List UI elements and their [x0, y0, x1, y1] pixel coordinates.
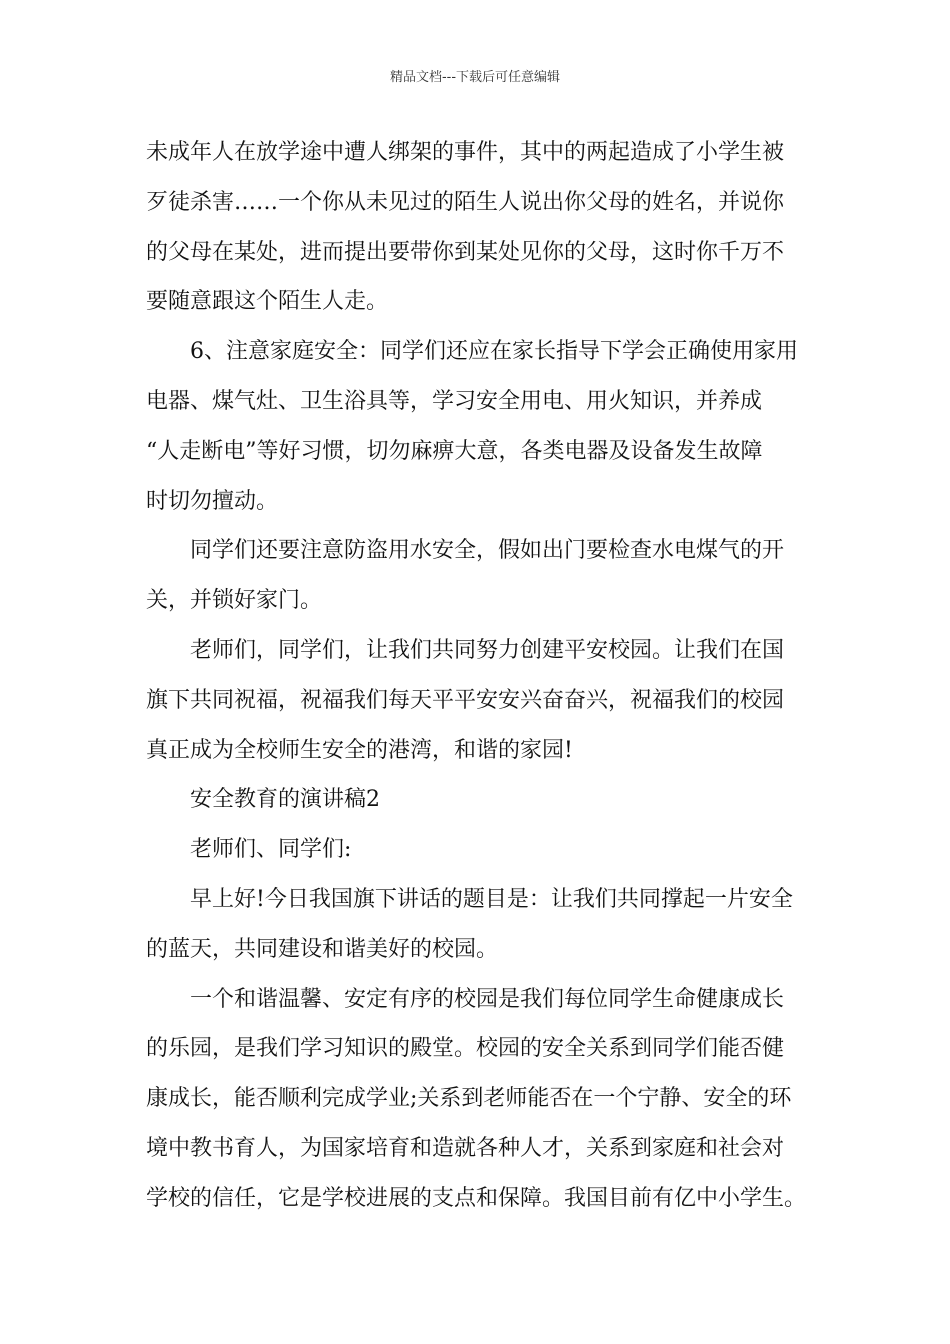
page-header: 精品文档---下载后可任意编辑	[389, 70, 561, 85]
text-line: 电器、煤气灶、卫生浴具等，学习安全用电、用火知识，并养成	[146, 388, 763, 414]
text-line: 的蓝天，共同建设和谐美好的校园。	[146, 936, 499, 962]
text-line: 时切勿擅动。	[146, 488, 279, 514]
text-line: “人走断电”等好习惯，切勿麻痹大意，各类电器及设备发生故障	[146, 438, 763, 464]
text-line: 一个和谐温馨、安定有序的校园是我们每位同学生命健康成长	[190, 986, 785, 1012]
text-line: 未成年人在放学途中遭人绑架的事件，其中的两起造成了小学生被	[146, 140, 785, 165]
text-line: 的乐园，是我们学习知识的殿堂。校园的安全关系到同学们能否健	[146, 1036, 785, 1062]
text-line: 旗下共同祝福，祝福我们每天平平安安兴奋奋兴，祝福我们的校园	[146, 687, 785, 713]
text-line: 关，并锁好家门。	[146, 588, 323, 614]
text-line: 学校的信任，它是学校进展的支点和保障。我国目前有亿中小学生。	[146, 1185, 807, 1211]
text-line: 6、注意家庭安全：同学们还应在家长指导下学会正确使用家用	[190, 339, 798, 365]
text-line: 要随意跟这个陌生人走。	[146, 289, 389, 315]
text-line: 康成长，能否顺利完成学业;关系到老师能否在一个宁静、安全的环	[146, 1086, 792, 1112]
text-line: 的父母在某处，进而提出要带你到某处见你的父母，这时你千万不	[146, 239, 785, 265]
salutation: 老师们、同学们:	[190, 837, 352, 863]
document-body	[146, 128, 814, 1224]
section-heading: 安全教育的演讲稿2	[190, 787, 380, 813]
text-line: 同学们还要注意防盗用水安全，假如出门要检查水电煤气的开	[190, 538, 785, 564]
text-line: 境中教书育人，为国家培育和造就各种人才，关系到家庭和社会对	[146, 1135, 785, 1161]
text-line: 真正成为全校师生安全的港湾，和谐的家园!	[146, 737, 573, 763]
text-line: 早上好!今日我国旗下讲话的题目是：让我们共同撑起一片安全	[190, 886, 793, 912]
text-line: 老师们，同学们，让我们共同努力创建平安校园。让我们在国	[190, 637, 785, 663]
text-line: 歹徒杀害……一个你从未见过的陌生人说出你父母的姓名，并说你	[146, 189, 785, 215]
